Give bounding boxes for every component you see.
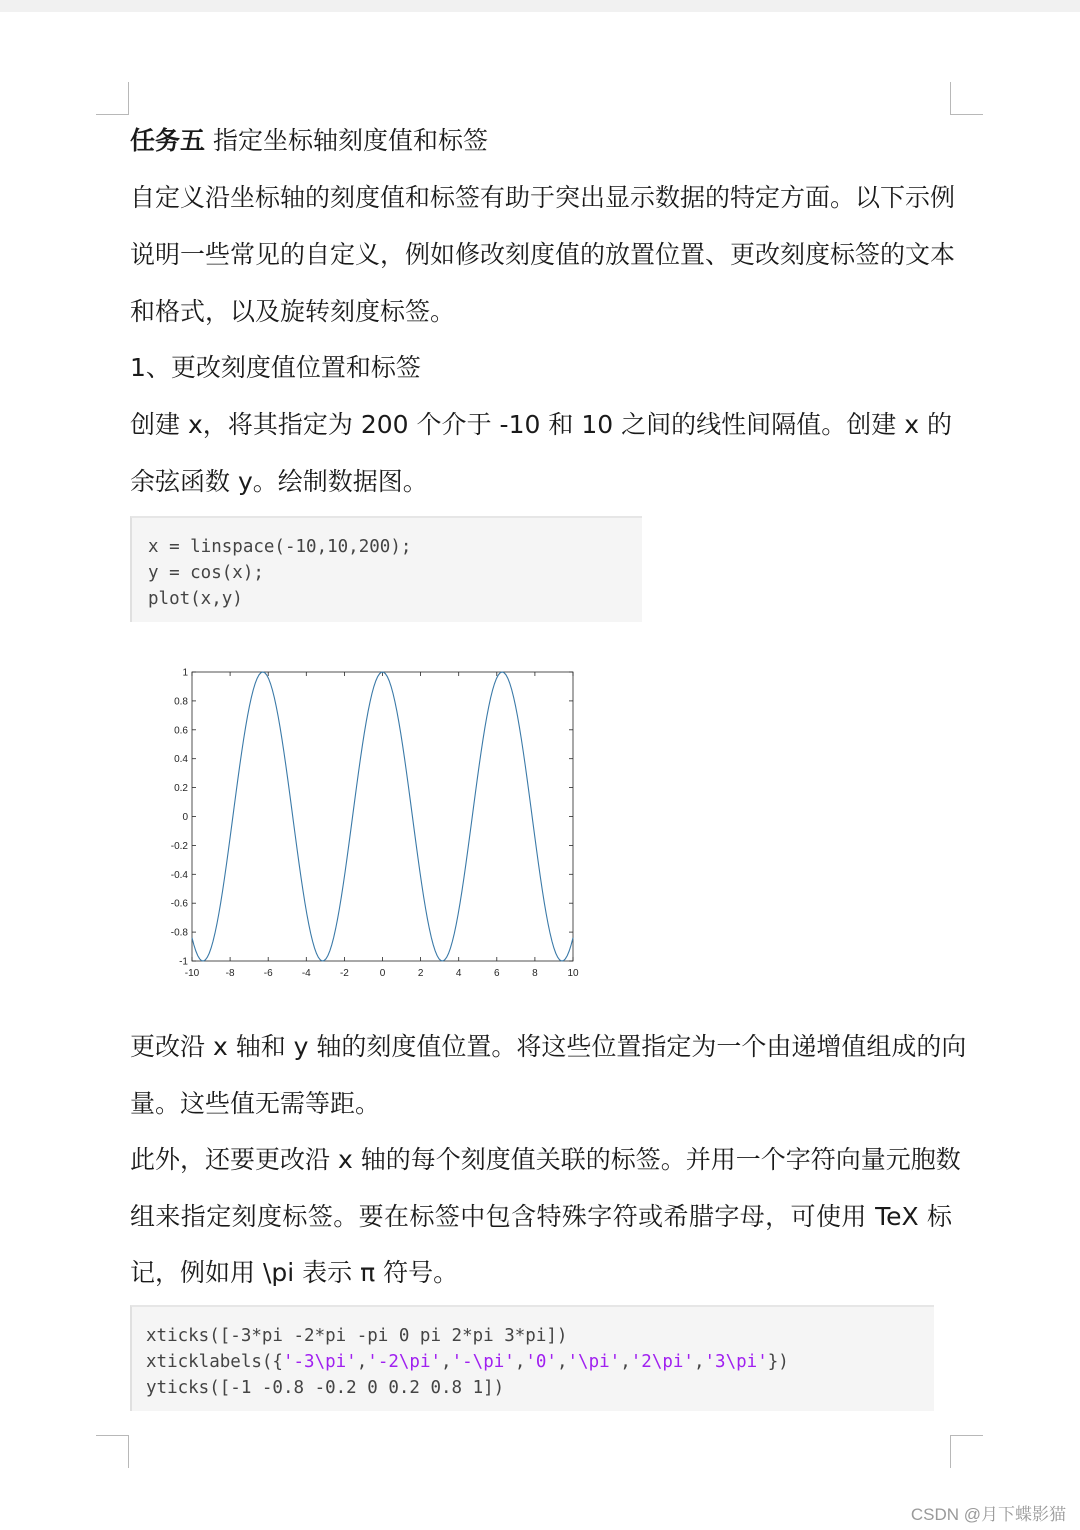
x-tick-label: -8 — [225, 968, 235, 979]
code-block — [130, 516, 642, 622]
page-corner-mark — [950, 1435, 983, 1468]
x-tick-label: 10 — [567, 968, 579, 979]
y-tick-label: 0.4 — [174, 754, 188, 766]
paragraph-line: 说明一些常见的自定义，例如修改刻度值的放置位置、更改刻度标签的文本 — [130, 240, 956, 269]
code-line — [146, 1349, 934, 1375]
code-line: y = cos(x); — [148, 563, 264, 583]
code-string-token: '2\pi' — [630, 1352, 694, 1372]
code-token: , — [514, 1352, 526, 1372]
code-token: , — [556, 1352, 568, 1372]
x-tick-label: -4 — [301, 968, 311, 979]
task-heading-title: 指定坐标轴刻度值和标签 — [212, 126, 488, 155]
code-line: plot(x,y) — [148, 589, 243, 609]
code-line: xticks([-3*pi -2*pi -pi 0 pi 2*pi 3*pi]) — [146, 1326, 568, 1346]
x-tick-label: 6 — [494, 968, 500, 979]
code-line: yticks([-1 -0.8 -0.2 0 0.2 0.8 1]) — [146, 1378, 505, 1398]
watermark: CSDN @月下蝶影猫 — [910, 1505, 1066, 1524]
paragraph-line: 自定义沿坐标轴的刻度值和标签有助于突出显示数据的特定方面。以下示例 — [130, 183, 956, 212]
code-block — [130, 1305, 934, 1411]
code-token: , — [620, 1352, 631, 1372]
page-corner-mark — [950, 82, 983, 115]
paragraph-line: 更改沿 x 轴和 y 轴的刻度值位置。将这些位置指定为一个由递增值组成的向 — [130, 1032, 967, 1061]
y-tick-label: -0.8 — [170, 927, 188, 939]
x-tick-label: 2 — [417, 968, 424, 979]
y-tick-label: 1 — [182, 667, 188, 679]
x-tick-label: -2 — [339, 968, 349, 979]
x-tick-label: -10 — [184, 968, 200, 979]
y-tick-label: -0.4 — [170, 869, 188, 881]
top-bar — [0, 0, 1080, 12]
paragraph-line: 创建 x，将其指定为 200 个介于 -10 和 10 之间的线性间隔值。创建 x 的 — [130, 410, 952, 439]
x-tick-label: 4 — [455, 968, 462, 979]
cosine-plot — [150, 660, 590, 990]
y-tick-label: -0.2 — [170, 840, 188, 852]
y-tick-label: -1 — [179, 956, 188, 968]
code-token: , — [356, 1352, 368, 1372]
paragraph-line: 量。这些值无需等距。 — [130, 1089, 381, 1118]
code-token: , — [693, 1352, 705, 1372]
code-string-token: '3\pi' — [704, 1352, 768, 1372]
code-token: }) — [767, 1352, 789, 1372]
code-token: xticklabels({ — [146, 1352, 283, 1372]
paragraph-line: 余弦函数 y。绘制数据图。 — [130, 467, 428, 496]
code-string-token: '-2\pi' — [367, 1352, 442, 1372]
code-string-token: '0' — [525, 1352, 557, 1372]
y-tick-label: 0.8 — [174, 696, 188, 708]
paragraph-line: 组来指定刻度标签。要在标签中包含特殊字符或希腊字母，可使用 TeX 标 — [130, 1202, 952, 1231]
code-string-token: '-3\pi' — [282, 1352, 357, 1372]
code-line: x = linspace(-10,10,200); — [148, 537, 412, 557]
y-tick-label: 0.2 — [174, 783, 188, 795]
paragraph-line: 记，例如用 \pi 表示 π 符号。 — [130, 1258, 459, 1287]
page-corner-mark — [96, 1435, 129, 1468]
subheading: 1、更改刻度值位置和标签 — [130, 353, 421, 382]
page-corner-mark — [96, 82, 129, 115]
code-token: , — [441, 1352, 452, 1372]
task-heading-label: 任务五 — [130, 126, 206, 155]
plot-axes-box — [192, 672, 573, 961]
y-tick-label: -0.6 — [170, 898, 188, 910]
y-tick-label: 0.6 — [174, 725, 188, 737]
x-tick-label: -6 — [263, 968, 273, 979]
code-string-token: '\pi' — [567, 1352, 621, 1372]
y-tick-label: 0 — [182, 812, 188, 823]
task-heading — [130, 124, 952, 158]
paragraph-line: 和格式，以及旋转刻度标签。 — [130, 297, 456, 326]
code-string-token: '-\pi' — [451, 1352, 515, 1372]
x-tick-label: 8 — [532, 968, 538, 979]
paragraph-line: 此外，还要更改沿 x 轴的每个刻度值关联的标签。并用一个字符向量元胞数 — [130, 1145, 961, 1174]
x-tick-label: 0 — [379, 968, 386, 979]
